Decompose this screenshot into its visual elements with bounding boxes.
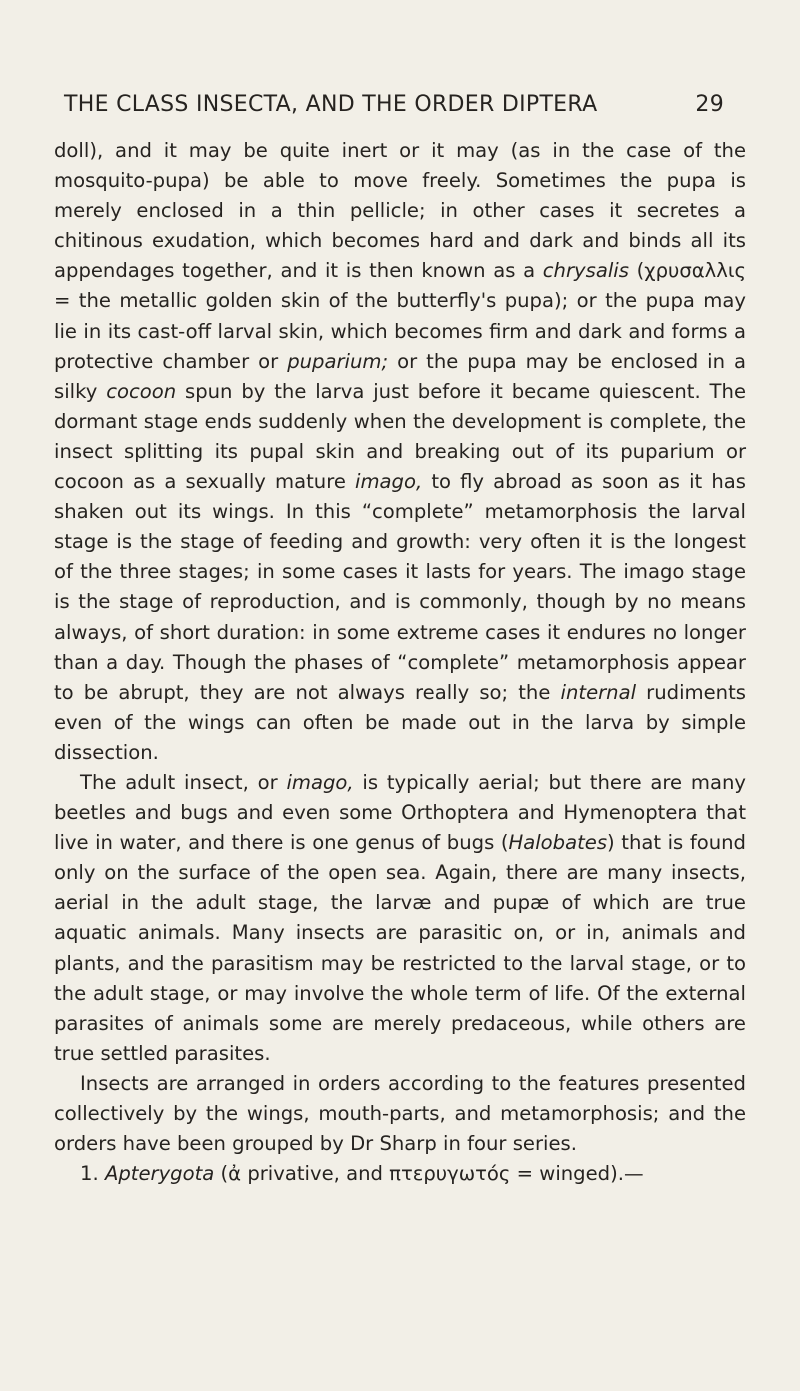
text-run: doll), and it may be quite inert or it may (as in the case of the mosquito-pupa) be able to move freely. Sometimes the pupa is merely enclosed in a thin pellicle; in other cases it secretes a chitinous exudation, which becomes hard and dark and binds all its appendages together, and it is then known as a xyxy=(54,139,746,283)
text-run: spun by the larva just before it became quiescent. The dormant stage ends suddenly when the development is complete, the insect splitting its pupal skin and breaking out of its puparium or cocoon as a sexually mature xyxy=(54,379,746,494)
page-header xyxy=(64,87,724,123)
paragraph xyxy=(54,768,746,1069)
page-number: 29 xyxy=(695,92,724,117)
text-run: rudiments even of the wings can often be made out in the larva by simple dissection. xyxy=(54,680,746,764)
running-head: THE CLASS INSECTA, AND THE ORDER DIPTERA xyxy=(64,92,598,117)
italic-term: Halobates xyxy=(508,831,608,855)
italic-term: cocoon xyxy=(106,379,177,403)
text-run: is typically aerial; but there are many beetles and bugs and even some Orthoptera and Hymenoptera that live in water, and there is one genus of bugs ( xyxy=(54,770,747,855)
italic-term: imago, xyxy=(286,770,354,794)
text-run: (χρυσαλλις = the metallic golden skin of the butterfly's pupa); or the pupa may lie in its cast-off larval skin, which becomes firm and dark and forms a protective chamber or xyxy=(54,259,747,373)
text-run: ) that is found only on the surface of the open sea. Again, there are many insects, aerial in the adult stage, the larvæ and pupæ of which are true aquatic animals. Many insects are parasitic on, or in, animals and plants, and the parasitism may be restricted to the larval stage, or to the adult stage, or may involve the whole term of life. Of the external parasites of animals some are merely predaceous, while others are true settled parasites. xyxy=(54,831,746,1065)
paragraph xyxy=(54,136,746,768)
italic-term: chrysalis xyxy=(542,259,629,283)
italic-term: puparium; xyxy=(287,349,389,373)
text-run: Insects are arranged in orders according to the features presented collectively by the wings, mouth-parts, and metamorphosis; and the orders have been grouped by Dr Sharp in four series. xyxy=(54,1071,746,1156)
paragraph xyxy=(54,1159,746,1189)
italic-term: Apterygota xyxy=(104,1162,215,1186)
italic-term: imago, xyxy=(355,470,423,494)
body-text xyxy=(54,136,746,1189)
text-run: (ἀ privative, and πτερυγωτός = winged).— xyxy=(214,1162,644,1186)
italic-term: internal xyxy=(560,680,637,704)
text-run: The adult insect, or xyxy=(80,770,287,794)
paragraph xyxy=(54,1069,746,1159)
text-run: to fly abroad as soon as it has shaken out its wings. In this “complete” metamorphosis the larval stage is the stage of feeding and growth: very often it is the longest of the three stages; in some cases it lasts for years. The imago stage is the stage of reproduction, and is commonly, though by no means always, of short duration: in some extreme cases it endures no longer than a day. Though the phases of “complete” metamorphosis appear to be abrupt, they are not always really so; the xyxy=(54,470,746,704)
text-run: 1. xyxy=(80,1162,105,1186)
text-run: or the pupa may be enclosed in a silky xyxy=(54,349,746,403)
